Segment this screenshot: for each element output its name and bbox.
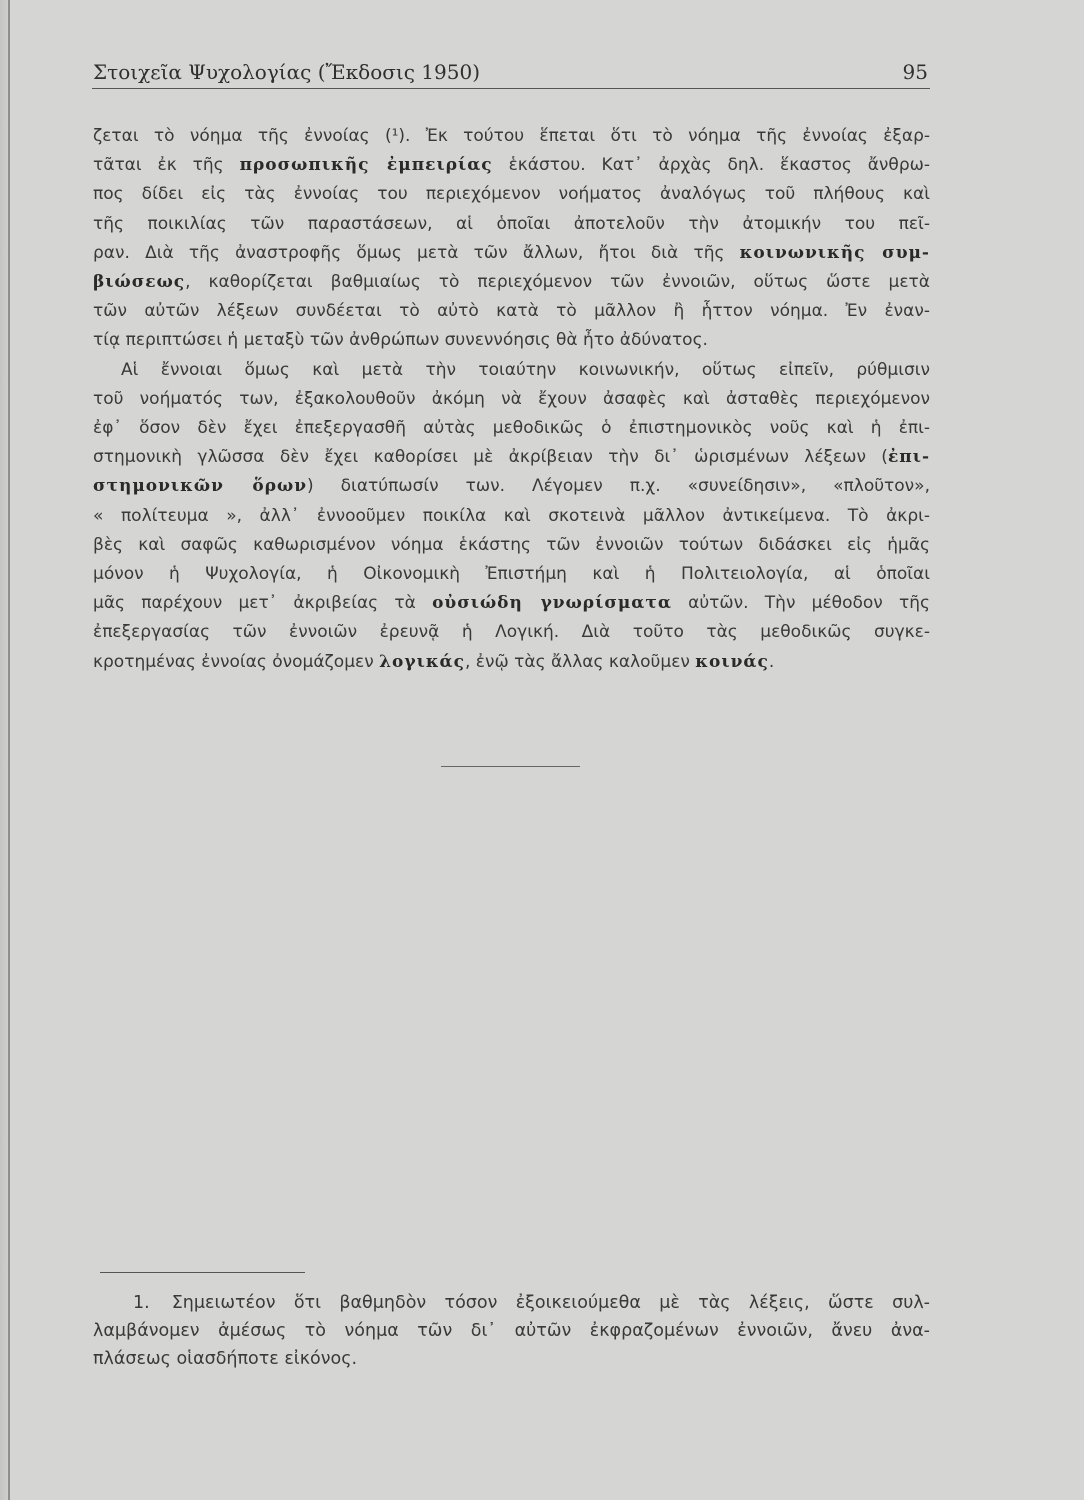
text-line (93, 151, 930, 180)
footnote-number: 1. (133, 1293, 150, 1313)
footnote-line (93, 1317, 930, 1345)
text-segment: λαμβάνομεν ἀμέσως τὸ νόημα τῶν δι᾽ αὐτῶν ἐκφραζομένων ἐννοιῶν, ἄνευ ἀνα- (93, 1321, 930, 1341)
text-segment: τοῦ νοήματός των, ἐξακολουθοῦν ἀκόμη νὰ ἔχουν ἀσαφὲς καὶ ἀσταθὲς περιεχόμενον (93, 388, 930, 409)
text-segment: βὲς καὶ σαφῶς καθωρισμένον νόημα ἑκάστης τῶν ἐννοιῶν τούτων διδάσκει εἰς ἡμᾶς (93, 534, 930, 555)
text-line (93, 297, 930, 326)
text-segment: , ἐνῷ τὰς ἄλλας καλοῦμεν (465, 651, 696, 672)
page-edge-line (8, 0, 10, 1500)
text-segment: στημονικὴ γλῶσσα δὲν ἔχει καθορίσει μὲ ἀκρίβειαν τὴν δι᾽ ὡρισμένων λέξεων ( (93, 447, 888, 468)
text-line (93, 560, 930, 589)
text-segment: τῆς ποικιλίας τῶν παραστάσεων, αἱ ὁποῖαι ἀποτελοῦν τὴν ἀτομικήν του πεῖ- (93, 213, 930, 234)
emphasis-text: λογικάς (379, 651, 465, 672)
text-segment: ραν. Διὰ τῆς ἀναστροφῆς ὅμως μετὰ τῶν ἄλλων, ἤτοι διὰ τῆς (93, 242, 740, 263)
footnote (93, 1289, 930, 1373)
text-segment: αὐτῶν. Τὴν μέθοδον τῆς (671, 593, 930, 614)
text-segment: τίᾳ περιπτώσει ἡ μεταξὺ τῶν ἀνθρώπων συνεννόησις θὰ ἦτο ἀδύνατος. (93, 330, 708, 351)
body-text (93, 122, 930, 677)
section-divider (441, 766, 580, 767)
emphasis-text: ἐπι- (887, 447, 930, 468)
footnote-line (93, 1289, 930, 1317)
text-line (93, 531, 930, 560)
text-segment: Σημειωτέον ὅτι βαθμηδὸν τόσον ἐξοικειούμεθα μὲ τὰς λέξεις, ὥστε συλ- (171, 1293, 930, 1313)
emphasis-text: κοινάς (695, 651, 769, 672)
text-segment: « πολίτευμα », ἀλλ᾽ ἐννοοῦμεν ποικίλα καὶ σκοτεινὰ μᾶλλον ἀντικείμενα. Τὸ ἀκρι- (93, 505, 930, 526)
emphasis-text: βιώσεως (93, 272, 186, 293)
text-segment: ἐπεξεργασίας τῶν ἐννοιῶν ἐρευνᾷ ἡ Λογική. Διὰ τοῦτο τὰς μεθοδικῶς συγκε- (93, 622, 930, 643)
text-line (93, 648, 930, 677)
running-head-title: Στοιχεῖα Ψυχολογίας (Ἔκδοσις 1950) (93, 60, 481, 84)
text-segment: μᾶς παρέχουν μετ᾽ ἀκριβείας τὰ (93, 593, 433, 614)
page-number: 95 (902, 60, 928, 84)
text-segment: πος δίδει εἰς τὰς ἐννοίας του περιεχόμενον νοήματος ἀναλόγως τοῦ πλήθους καὶ (93, 184, 930, 205)
text-line (93, 618, 930, 647)
text-segment: τᾶται ἐκ τῆς (93, 155, 240, 176)
text-segment: κροτημένας ἐννοίας ὀνομάζομεν (93, 651, 380, 672)
text-line (93, 385, 930, 414)
text-segment: , καθορίζεται βαθμιαίως τὸ περιεχόμενον τῶν ἐννοιῶν, οὕτως ὥστε μετὰ (185, 272, 930, 293)
text-line (93, 210, 930, 239)
text-segment: Αἱ ἔννοιαι ὅμως καὶ μετὰ τὴν τοιαύτην κοινωνικήν, οὕτως εἰπεῖν, ρύθμισιν (121, 359, 930, 380)
text-segment: ἐφ᾽ ὅσον δὲν ἔχει ἐπεξεργασθῆ αὐτὰς μεθοδικῶς ὁ ἐπιστημονικὸς νοῦς καὶ ἡ ἐπι- (93, 418, 930, 439)
footnote-line (93, 1345, 930, 1373)
text-line (93, 443, 930, 472)
text-line (93, 414, 930, 443)
paragraph (93, 356, 930, 677)
running-head (93, 58, 930, 86)
footnote-rule (100, 1272, 305, 1273)
text-line (93, 180, 930, 209)
text-segment: μόνον ἡ Ψυχολογία, ἡ Οἰκονομικὴ Ἐπιστήμη καὶ ἡ Πολιτειολογία, αἱ ὁποῖαι (93, 564, 930, 585)
text-line (93, 239, 930, 268)
text-segment: ) διατύπωσίν των. Λέγομεν π.χ. «συνείδησιν», «πλοῦτον», (307, 476, 930, 497)
emphasis-text: οὐσιώδη γνωρίσματα (432, 593, 672, 614)
text-line (93, 502, 930, 531)
text-segment: ἑκάστου. Κατ᾽ ἀρχὰς δηλ. ἕκαστος ἄνθρω- (492, 155, 930, 176)
text-line (93, 356, 930, 385)
text-segment: τῶν αὐτῶν λέξεων συνδέεται τὸ αὐτὸ κατὰ τὸ μᾶλλον ἢ ἧττον νόημα. Ἐν ἐναν- (93, 301, 930, 322)
page-edge-shadow (0, 0, 8, 1500)
text-segment: πλάσεως οἱασδήποτε εἰκόνος. (93, 1349, 358, 1369)
emphasis-text: στημονικῶν ὅρων (93, 476, 308, 497)
text-line (93, 268, 930, 297)
text-line (93, 122, 930, 151)
text-line (93, 326, 930, 355)
text-segment: . (768, 651, 775, 672)
paragraph (93, 122, 930, 356)
emphasis-text: κοινωνικῆς συμ- (739, 242, 930, 263)
text-line (93, 472, 930, 501)
text-segment: ζεται τὸ νόημα τῆς ἐννοίας (¹). Ἐκ τούτου ἕπεται ὅτι τὸ νόημα τῆς ἐννοίας ἐξαρ- (93, 126, 930, 146)
text-line (93, 589, 930, 618)
emphasis-text: προσωπικῆς ἐμπειρίας (239, 155, 493, 176)
header-rule (92, 88, 930, 89)
